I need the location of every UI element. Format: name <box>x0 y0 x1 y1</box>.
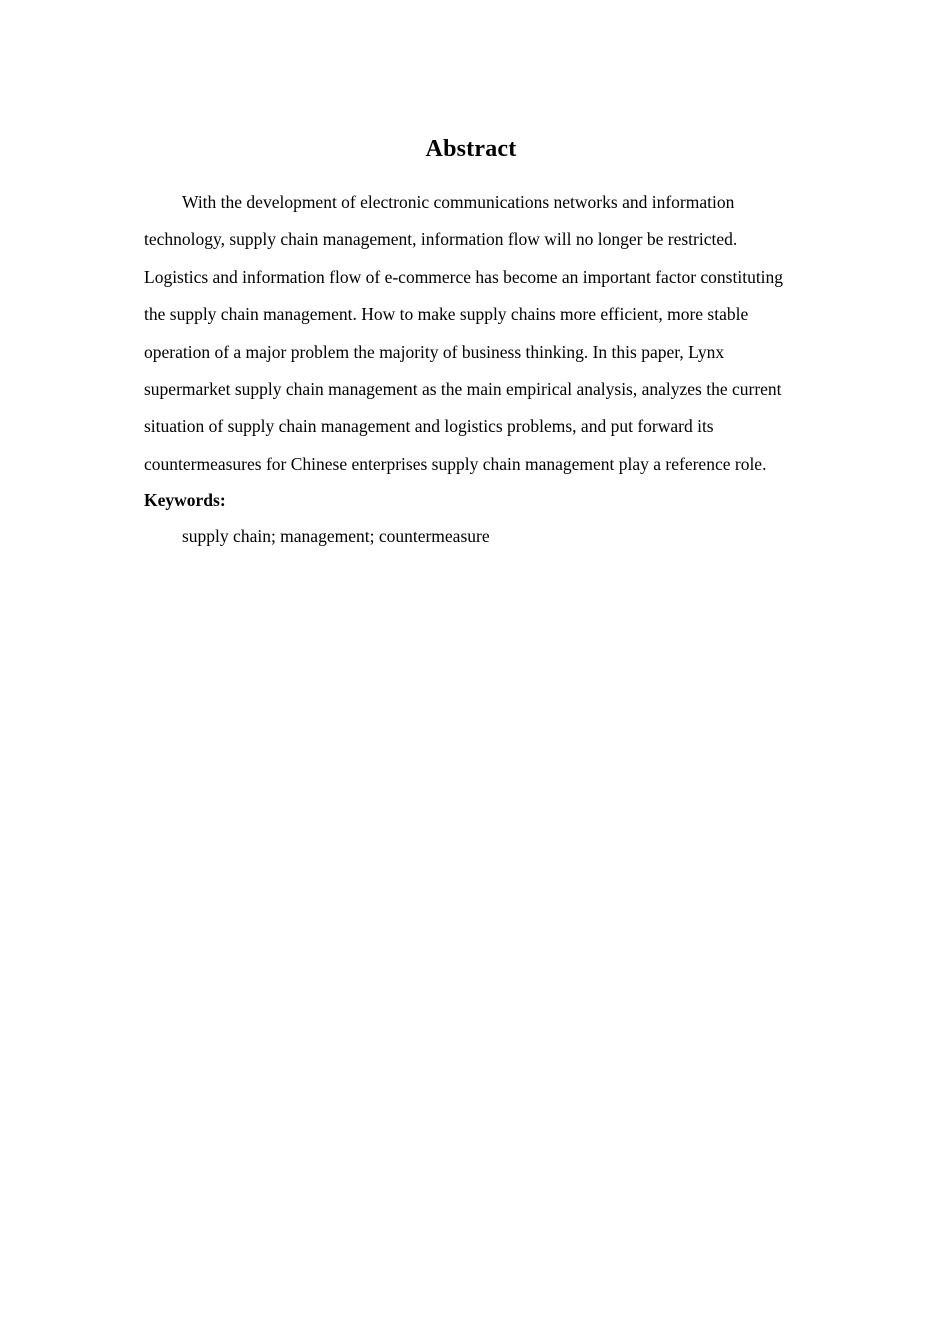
keywords-label: Keywords: <box>144 490 226 511</box>
abstract-body: With the development of electronic communications networks and information technology, supply chain management, information flow will no longer be restricted. Logistics and information flow of e-commerce has become an important factor constituting the supply chain management. How to make supply chains more efficient, more stable operation of a major problem the majority of business thinking. In this paper, Lynx supermarket supply chain management as the main empirical analysis, analyzes the current situation of supply chain management and logistics problems, and put forward its countermeasures for Chinese enterprises supply chain management play a reference role. <box>144 192 784 474</box>
keywords-list: supply chain; management; countermeasure <box>182 526 490 547</box>
abstract-section <box>144 130 798 555</box>
abstract-title: Abstract <box>425 136 517 162</box>
